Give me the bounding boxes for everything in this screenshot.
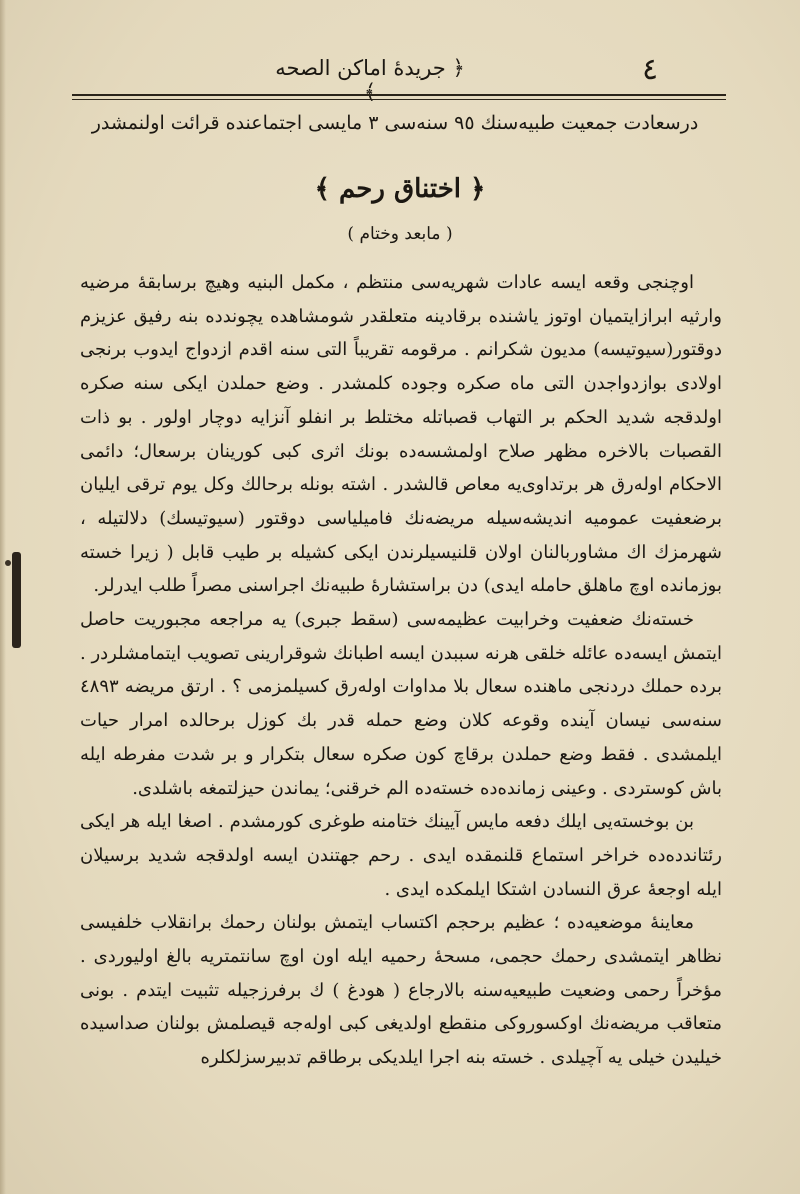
journal-title: ﴿ جريدهٔ اماكن الصحه ﴾ [275, 56, 465, 104]
header-rule-thin [72, 99, 726, 100]
paragraph: معاینهٔ موضعیه‌ده ؛ عظیم برحجم اکتساب ایتمش بولنان رحمك برانقلاب خلفیسی نظاهر ایتمشدی رحمك حجمی، مسحهٔ رحمیه ایله اون اوچ سانتمتریه بالغ اولیوردی . مؤخراً رحمی وضعیت طبیعیه‌سنه بالارجاع ( هودغ ) ك برفرزجیله تثبیت ایتدم . بونی متعاقب مریضه‌نك اوکسوروکی منقطع اولدیغی کبی اوله‌جه قیصلمش بولنان صداسیده خیلیدن خیلی یه آچیلدی . خسته بنه اجرا ایلدیکی برطاقم تدبیرسزلکلره [80, 912, 722, 1069]
header-rule [72, 94, 726, 96]
paragraph: خسته‌نك ضعفیت وخرابیت عظیمه‌سی (سقط جبری) یه مراجعه مجبوریت حاصل ایتمش ایسه‌ده عائله خلقی هرنه سببدن ایسه اطبانك شوقرارینی تصویب ایتمامشلردر . برده حملك دردنجی ماهنده سعال بلا مداوات اوله‌رق کسیلمزمی ؟ . ارتق مریضه ٤٨٩٣ سنه‌سی نیسان آینده وقوعه کلان وضع حمله قدر بك کوزل برحالده امرار حیات ایلمشدی . فقط وضع حملدن برقاچ کون صکره سعال بتکرار و بر شدت مفرطه ایله باش کوستردی . وعینی زمانده‌ده خسته‌ده الم خرقنی؛ یماندن حیزلتمغه باشلدی. [80, 609, 722, 799]
paragraph: بن بوخسته‌یی ایلك دفعه مایس آیینك ختامنه طوغری کورمشدم . اصغا ایله هر ایکی رئتاندده‌ده خراخر استماع قلنمقده ایدی . رحم جهتندن ایسه اولدقجه شدید برسیلان ایله اوجعهٔ عرق النسادن اشتکا ایلمکده ایدی . [80, 811, 722, 900]
section-title: ﴿ اختناق رحم ﴾ [314, 174, 486, 204]
article-body [80, 266, 722, 1166]
binding-mark [12, 552, 21, 648]
page-number: ٤ [641, 52, 659, 87]
section-subtitle: ( مابعد وختام ) [347, 224, 453, 244]
paragraph: اوچنجی وقعه ایسه عادات شهریه‌سی منتظم ، مکمل البنیه وهیچ برسابقهٔ مرضیه وارثیه ابرازایتمیان اوتوز یاشنده برقادینه متعلقدر شومشاهده یچوندده بنه رفیق عزیزم دوقتور(سیوتیسه) مدیون شکرانم . مرقومه تقریباً التی سنه اقدم ازدواج ایدوب برنجی اولادی بوازدواجدن التی ماه صکره وجوده کلمشدر . وضع حملدن ایکی سنه صکره اولدقجه شدید الحکم بر التهاب قصباتله مختلط بر انفلو آنزایه دوچار اولور . بو ذات القصبات بالاخره مظهر صلاح اولمشسه‌ده بونك اثری کبی کورینان برسعال؛ دائمی الاحکام اوله‌رق هر برتداوی‌یه معاص قالشدر . اشته بونله برحالك وکل یوم ترقی ایلیان برضعفیت عمومیه اندیشه‌سیله مریضه‌نك فامیلیاسی دوقتور (سیوتیسك) دلالتیله ، شهرمزك اك مشاوربالنان اولان قلنیسیلرندن ایکی کشیله بر طیب قابل ( زیرا خسته بوزمانده اوچ ماهلق حامله ایدی) دن براستشارهٔ طبیه‌نك اجراسنی مصراً طلب ایدرلر. [80, 272, 722, 597]
page-edge-shadow [0, 0, 6, 1194]
binding-dot [5, 560, 11, 566]
intro-line: درسعادت جمعیت طبیه‌سنك ٩٥ سنه‌سی ٣ مایسی اجتماعنده قرائت اولنمشدر [91, 112, 699, 134]
